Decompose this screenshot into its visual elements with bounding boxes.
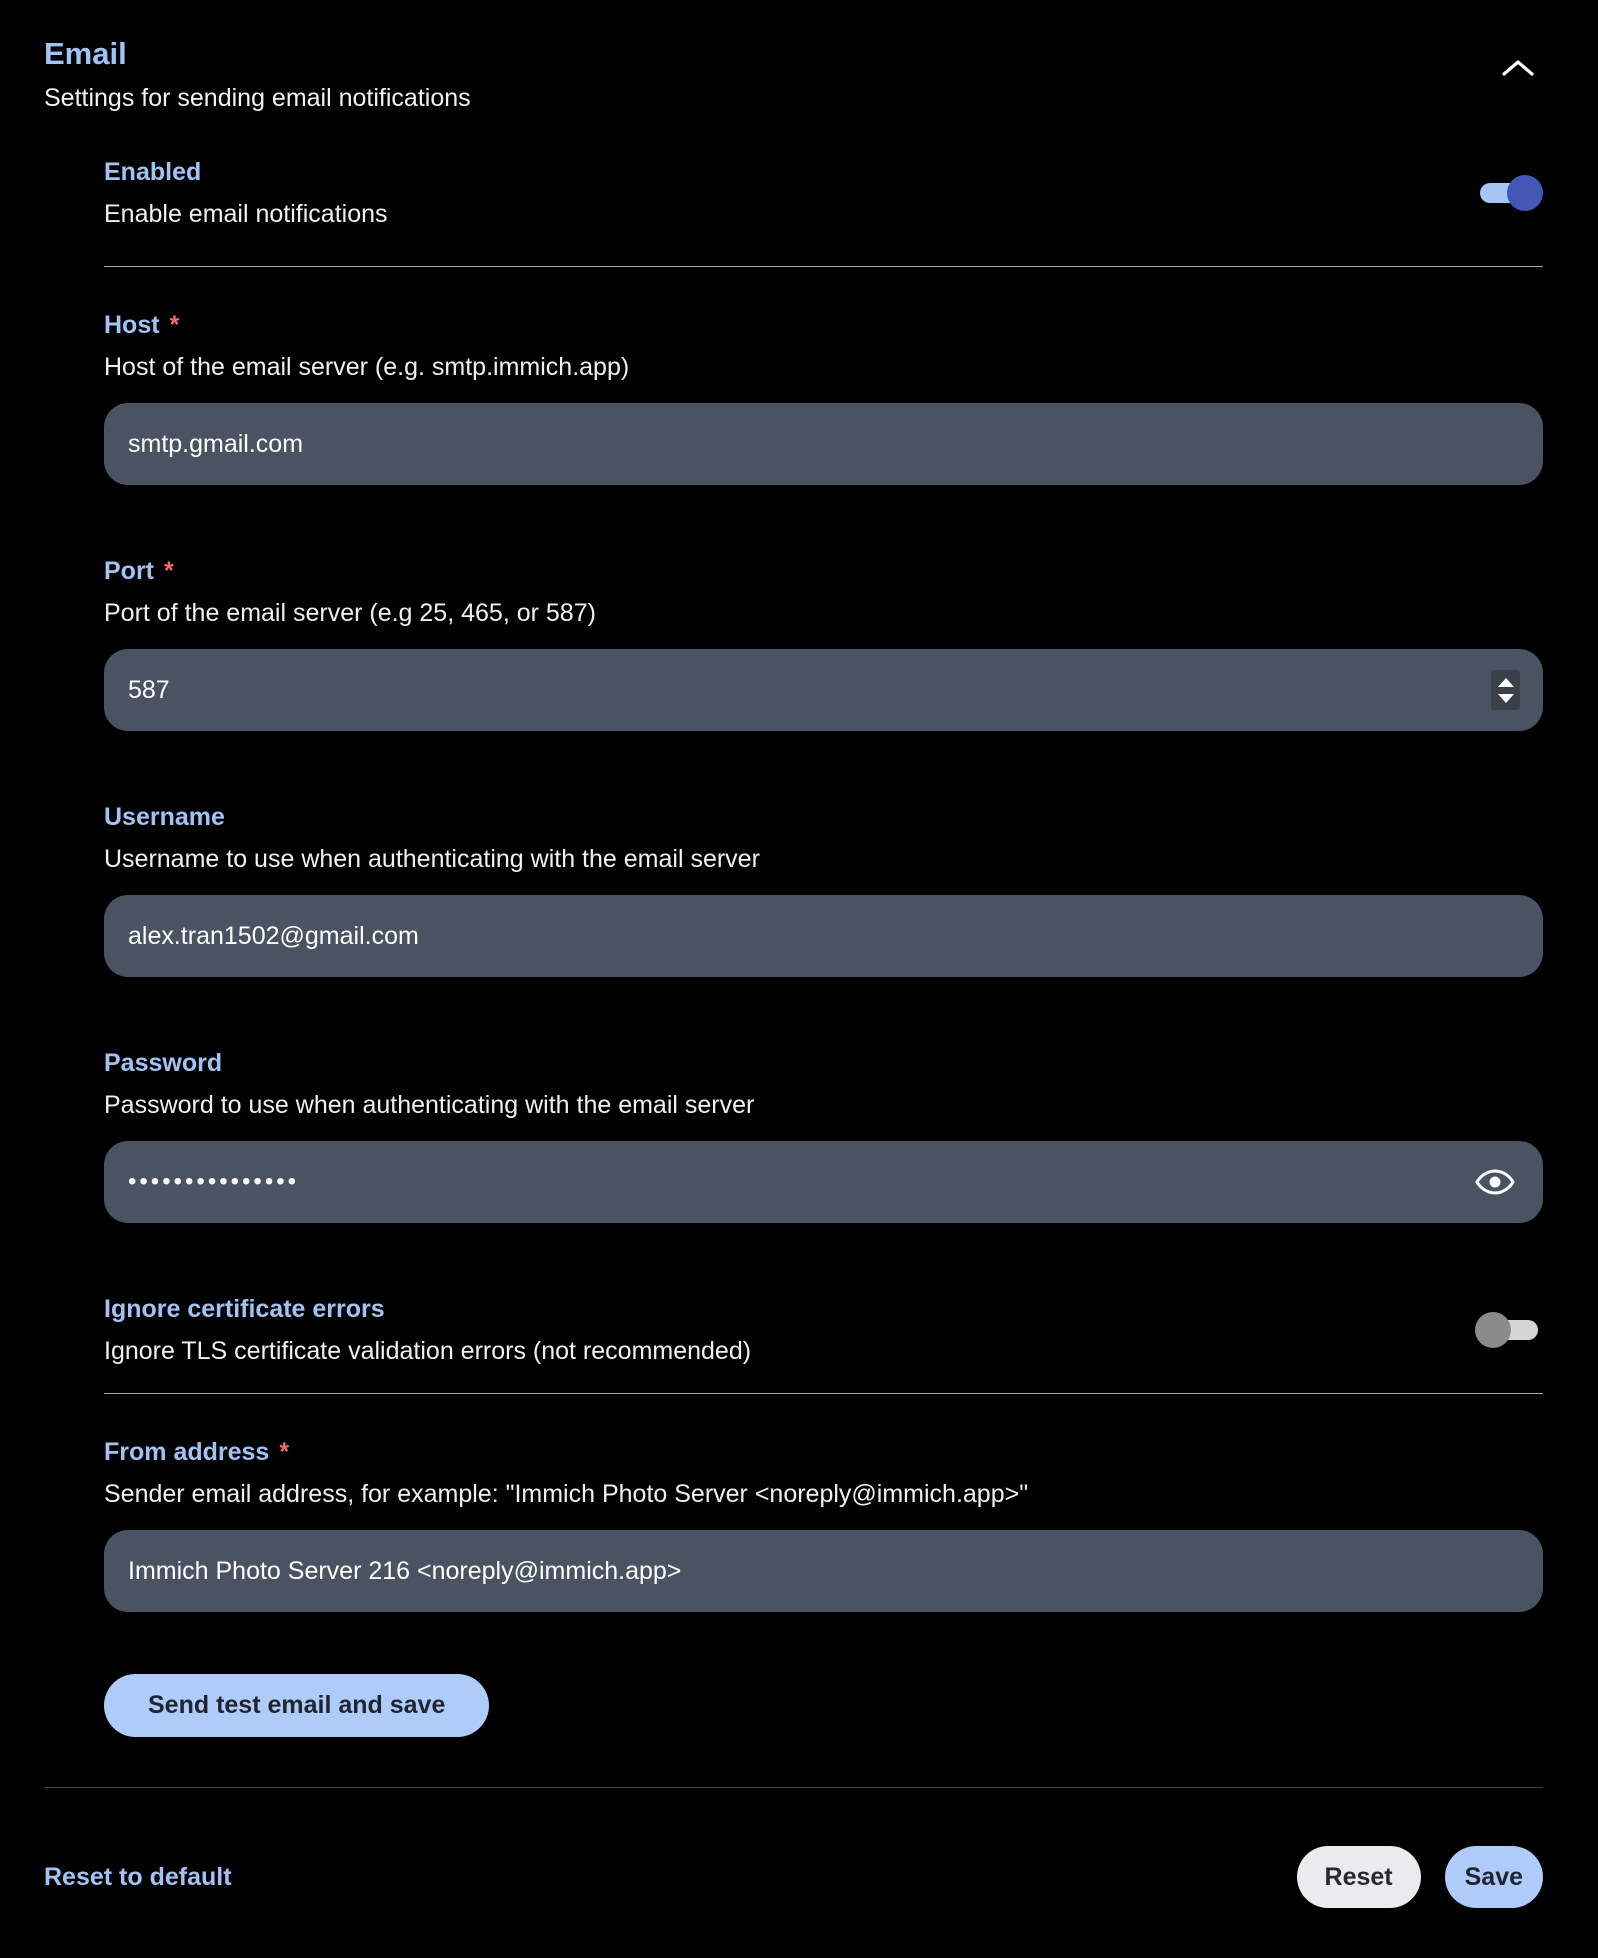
password-field xyxy=(104,1047,1543,1223)
collapse-section-button[interactable] xyxy=(1493,50,1543,89)
host-label: Host xyxy=(104,311,160,339)
enabled-setting-row xyxy=(104,156,1543,230)
footer-divider xyxy=(44,1787,1543,1788)
page-title: Email xyxy=(44,36,127,71)
required-asterisk: * xyxy=(164,557,174,585)
host-field xyxy=(104,309,1543,485)
ignore-cert-toggle[interactable] xyxy=(1475,1310,1543,1350)
username-label: Username xyxy=(104,803,225,831)
password-description: Password to use when authenticating with the email server xyxy=(104,1091,755,1119)
host-description: Host of the email server (e.g. smtp.immich.app) xyxy=(104,353,630,381)
username-input[interactable] xyxy=(104,895,1543,977)
required-asterisk: * xyxy=(169,311,180,339)
send-test-email-button[interactable]: Send test email and save xyxy=(104,1674,489,1737)
ignore-cert-description: Ignore TLS certificate validation errors (not recommended) xyxy=(104,1337,752,1365)
ignore-cert-setting-row xyxy=(104,1293,1543,1367)
toggle-knob xyxy=(1507,175,1543,211)
page-subtitle: Settings for sending email notifications xyxy=(44,84,471,112)
port-stepper[interactable] xyxy=(1491,670,1520,710)
enabled-setting-text xyxy=(104,156,388,230)
email-settings-form xyxy=(104,156,1543,1737)
from-address-input[interactable] xyxy=(104,1530,1543,1612)
stepper-up-icon[interactable] xyxy=(1498,678,1514,687)
required-asterisk: * xyxy=(279,1438,290,1466)
from-address-label: From address xyxy=(104,1438,270,1466)
save-button[interactable]: Save xyxy=(1445,1846,1543,1908)
panel-header-text xyxy=(44,36,471,114)
footer-actions-row xyxy=(44,1846,1543,1908)
port-label: Port xyxy=(104,557,154,585)
port-input[interactable] xyxy=(104,649,1543,731)
username-field xyxy=(104,801,1543,977)
eye-icon xyxy=(1475,1184,1515,1199)
footer-buttons xyxy=(1297,1846,1543,1908)
password-input[interactable] xyxy=(104,1141,1543,1223)
divider xyxy=(104,266,1543,267)
password-label: Password xyxy=(104,1049,223,1077)
port-field xyxy=(104,555,1543,731)
enabled-label: Enabled xyxy=(104,158,202,186)
from-address-field xyxy=(104,1436,1543,1612)
chevron-up-icon xyxy=(1501,66,1535,81)
show-password-button[interactable] xyxy=(1475,1168,1515,1196)
from-address-description: Sender email address, for example: "Immich Photo Server <noreply@immich.app>" xyxy=(104,1480,1029,1508)
port-description: Port of the email server (e.g 25, 465, or 587) xyxy=(104,599,596,627)
ignore-cert-setting-text xyxy=(104,1293,751,1367)
panel-header xyxy=(44,36,1543,114)
divider xyxy=(104,1393,1543,1394)
reset-button[interactable]: Reset xyxy=(1297,1846,1421,1908)
host-input[interactable] xyxy=(104,403,1543,485)
ignore-cert-label: Ignore certificate errors xyxy=(104,1295,385,1323)
username-description: Username to use when authenticating with the email server xyxy=(104,845,760,873)
enabled-description: Enable email notifications xyxy=(104,200,388,228)
stepper-down-icon[interactable] xyxy=(1498,694,1514,703)
toggle-knob xyxy=(1475,1312,1511,1348)
enabled-toggle[interactable] xyxy=(1475,173,1543,213)
reset-to-default-link[interactable]: Reset to default xyxy=(44,1862,232,1891)
